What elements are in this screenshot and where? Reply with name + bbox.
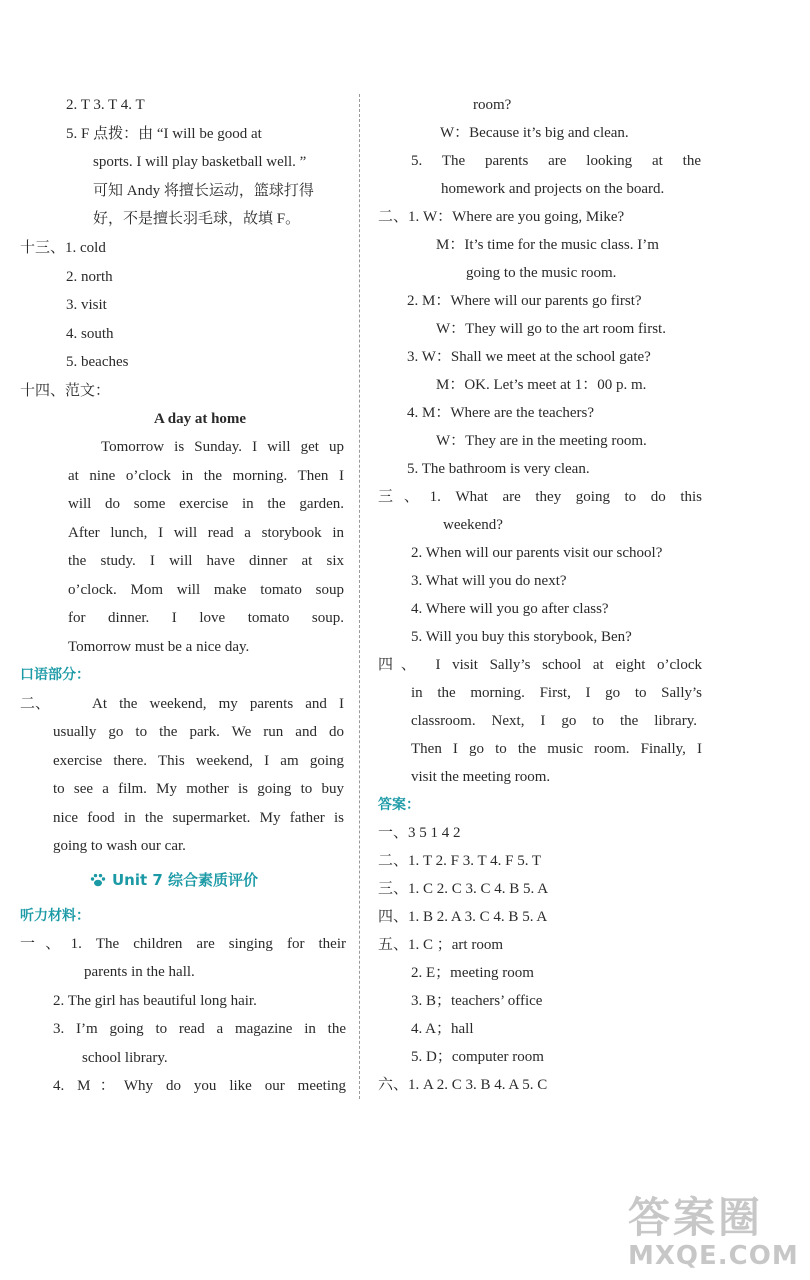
essay-line: the study. I will have dinner at six [68,553,344,569]
essay-line: Tomorrow must be a nice day. [68,639,250,655]
answer-line: 2. E；meeting room [411,965,534,981]
essay-line: will do some exercise in the garden. [68,496,344,512]
oral-line: At the weekend, my parents and I [92,696,344,712]
listening-line: 5. Will you buy this storybook, Ben? [411,629,632,645]
listening-line: Then I go to the music room. Finally, I [411,741,702,757]
oral-section-heading: 口语部分： [20,667,90,683]
listening-line: 3. What will you do next? [411,573,567,589]
listening-line: 5. The bathroom is very clean. [407,461,590,477]
listening-line: 2. When will our parents visit our school? [411,545,663,561]
answer-line: 3. visit [66,297,107,313]
answer-line: 三、1. C 2. C 3. C 4. B 5. A [378,881,549,897]
oral-line: to see a film. My mother is going to buy [53,781,344,797]
answer-line: 2. T 3. T 4. T [66,97,145,113]
listening-line: 3. I’m going to read a magazine in the [53,1021,346,1037]
listening-heading: 听力材料： [20,908,90,924]
answer-line: 十三、1. cold [20,240,106,256]
essay-line: for dinner. I love tomato soup. [68,610,344,626]
listening-line: 4. M：Why do you like our meeting [53,1078,346,1094]
listening-line: 5. The parents are looking at the [411,153,701,169]
answer-line: 5. D；computer room [411,1049,544,1065]
answer-line: 四、1. B 2. A 3. C 4. B 5. A [378,909,548,925]
watermark-text: 答案圈 [628,1193,764,1242]
essay-line: o’clock. Mom will make tomato soup [68,582,344,598]
watermark-logo [628,1195,799,1271]
unit-title: Unit 7 综合素质评价 [112,871,259,889]
listening-line: 2. M：Where will our parents go first? [407,293,642,309]
listening-line: homework and projects on the board. [441,181,665,197]
answer-line: 4. A；hall [411,1021,474,1037]
listening-line: parents in the hall. [84,964,195,980]
listening-line: 四、 I visit Sally’s school at eight o’clock [378,657,702,673]
oral-line: usually go to the park. We run and do [53,724,344,740]
listening-line: going to the music room. [466,265,617,281]
paw-icon [90,873,106,887]
essay-line: at nine o’clock in the morning. Then I [68,468,344,484]
listening-line: in the morning. First, I go to Sally’s [411,685,702,701]
oral-line: exercise there. This weekend, I am going [53,753,344,769]
listening-line: 3. W：Shall we meet at the school gate? [407,349,651,365]
listening-line: 4. M：Where are the teachers? [407,405,594,421]
answer-line: 4. south [66,326,114,342]
listening-line: W：They are in the meeting room. [436,433,647,449]
listening-line: 一、1. The children are singing for their [20,936,346,952]
answer-line: 五、1. C ；art room [378,937,503,953]
listening-line: 2. The girl has beautiful long hair. [53,993,257,1009]
listening-line: M：It’s time for the music class. I’m [436,237,659,253]
listening-line: 三、1. What are they going to do this [378,489,702,505]
answer-line: 2. north [66,269,113,285]
listening-line: 二、1. W：Where are you going, Mike? [378,209,625,225]
listening-line: 4. Where will you go after class? [411,601,609,617]
essay-line: Tomorrow is Sunday. I will get up [101,439,344,455]
listening-line: W：They will go to the art room first. [436,321,666,337]
answer-line: 5. F 点拨：由 “I will be good at [66,126,262,142]
answer-line: 可知 Andy 将擅长运动，篮球打得 [93,183,314,199]
listening-line: visit the meeting room. [411,769,551,785]
answer-line: 5. beaches [66,354,129,370]
watermark-url: MXQE.COM [628,1241,799,1271]
answer-line: 3. B；teachers’ office [411,993,543,1009]
section-heading: 十四、范文： [20,383,111,399]
column-divider [359,94,360,1099]
answer-line: 六、1. A 2. C 3. B 4. A 5. C [378,1077,548,1093]
listening-line: school library. [82,1050,168,1066]
essay-title: A day at home [154,411,247,427]
answer-line: 好，不是擅长羽毛球，故填 F。 [93,211,301,227]
listening-line: M：OK. Let’s meet at 1：00 p. m. [436,377,647,393]
listening-line: weekend? [443,517,503,533]
listening-line: classroom. Next, I go to the library. [411,713,697,729]
oral-line: going to wash our car. [53,838,186,854]
listening-line: room? [473,97,512,113]
oral-line: nice food in the supermarket. My father is [53,810,344,826]
answers-heading: 答案： [378,797,420,813]
listening-line: W：Because it’s big and clean. [440,125,629,141]
answer-line: 二、1. T 2. F 3. T 4. F 5. T [378,853,542,869]
answer-line: 一、3 5 1 4 2 [378,825,461,841]
section-number: 二、 [20,696,51,712]
essay-line: After lunch, I will read a storybook in [68,525,344,541]
answer-line: sports. I will play basketball well. ” [93,154,307,170]
